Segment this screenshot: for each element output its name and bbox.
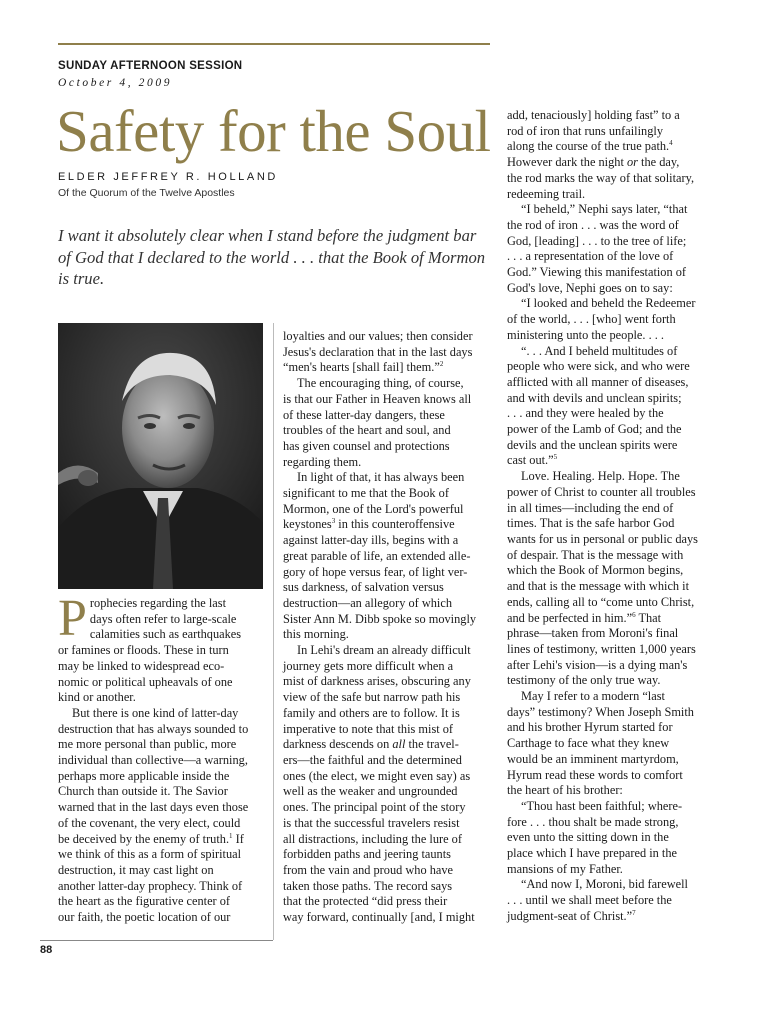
- text-line: against latter-day ills, begins with a: [283, 533, 459, 548]
- text-line: kind or another.: [58, 690, 136, 705]
- text-line: nomic or political upheavals of one: [58, 674, 233, 689]
- text-line: keystones: [283, 517, 332, 532]
- text-line: journey gets more difficult when a: [283, 658, 454, 673]
- text-line: Church than outside it. The Savior: [58, 784, 228, 799]
- text-line: along the course of the true path.: [507, 139, 670, 154]
- text-line: ends, calling all to “come unto Christ,: [507, 594, 695, 609]
- text-line: all distractions, including the lure of: [283, 831, 462, 846]
- text-line: forbidden paths and jeering taunts: [283, 847, 451, 862]
- footnote-ref[interactable]: 6: [632, 610, 636, 619]
- text-line: that the protected “did press their: [283, 894, 448, 909]
- text-line: regarding them.: [283, 454, 362, 469]
- text-line: the day,: [637, 155, 680, 170]
- footnote-ref[interactable]: 4: [669, 139, 673, 148]
- text-line: of these latter-day dangers, these: [283, 407, 445, 422]
- paragraph: [283, 329, 491, 376]
- text-line: from the vain and proud who have: [283, 862, 454, 877]
- text-line: In light of that, it has always been: [297, 470, 465, 485]
- column-3: [507, 108, 717, 925]
- paragraph: [58, 706, 268, 926]
- text-line: “Thou hast been faithful; where-: [521, 798, 683, 813]
- column-2: [283, 329, 491, 926]
- emphasis-text: all: [392, 737, 406, 752]
- paragraph: [283, 643, 491, 926]
- text-line: darkness descends on: [283, 737, 393, 752]
- text-line: taken those paths. The record says: [283, 878, 453, 893]
- paragraph: [58, 590, 268, 706]
- text-line: Love. Healing. Help. Hope. The: [521, 469, 680, 484]
- text-line: “men's hearts [shall fail] them.”: [283, 360, 440, 375]
- drop-cap: P: [58, 590, 87, 647]
- text-line: the travel-: [405, 737, 459, 752]
- text-line: destruction—an allegory of which: [283, 595, 452, 610]
- footnote-ref[interactable]: 1: [229, 831, 233, 840]
- text-line: “I beheld,” Nephi says later, “that: [521, 202, 688, 217]
- text-line: . . . until we shall meet before the: [507, 893, 672, 908]
- text-line: calamities such as earthquakes: [89, 627, 242, 642]
- text-line: well as the weaker and ungrounded: [283, 784, 458, 799]
- text-line: troubles of the heart and soul, and: [283, 423, 451, 438]
- text-line: The encouraging thing, of course,: [297, 376, 464, 391]
- footnote-ref[interactable]: 2: [439, 360, 444, 369]
- footnote-ref[interactable]: 5: [553, 453, 558, 462]
- text-line: the rod marks the way of that solitary,: [507, 170, 695, 185]
- text-line: power of Christ to counter all troubles: [507, 484, 696, 499]
- paragraph: [507, 689, 717, 799]
- text-line: ers—the faithful and the determined: [283, 752, 462, 767]
- text-line: God, [leading] . . . to the tree of life;: [507, 233, 687, 248]
- text-line: significant to me that the Book of: [283, 486, 449, 501]
- text-line: times. That is the safe harbor God: [507, 516, 675, 531]
- text-line: ones. The principal point of the story: [283, 800, 466, 815]
- text-line: the heart of his brother:: [507, 783, 623, 798]
- text-line: mansions of my Father.: [507, 861, 623, 876]
- text-line: ones (the elect, we might even say) as: [283, 768, 471, 783]
- paragraph: [283, 470, 491, 643]
- text-line: cast out.”: [507, 453, 554, 468]
- text-line: loyalties and our values; then consider: [283, 329, 473, 343]
- portrait-image: [58, 323, 263, 589]
- text-line: we think of this as a form of spiritual: [58, 847, 242, 862]
- text-line: great parable of life, an extended alle-: [283, 548, 471, 563]
- text-line: phrase—taken from Moroni's final: [507, 626, 679, 641]
- text-line: Sister Ann M. Dibb spoke so movingly: [283, 611, 477, 626]
- text-line: view of the safe but narrow path his: [283, 690, 461, 705]
- text-line: in this counteroffensive: [335, 517, 455, 532]
- text-line: which the Book of Mormon begins,: [507, 563, 684, 578]
- header-rule: [58, 43, 490, 45]
- text-line: God.” Viewing this manifestation of: [507, 265, 687, 280]
- text-line: is that our Father in Heaven knows all: [283, 391, 472, 406]
- text-line: of despair. That is the message with: [507, 547, 684, 562]
- paragraph: [507, 799, 717, 878]
- text-line: afflicted with all manner of diseases,: [507, 374, 689, 389]
- text-line: of the world, . . . [who] went forth: [507, 312, 676, 327]
- text-line: another latter-day prophecy. Think of: [58, 878, 243, 893]
- text-line: is that the successful travelers resist: [283, 815, 460, 830]
- text-line: the heart as the figurative center of: [58, 894, 231, 909]
- text-line: sus darkness, of salvation versus: [283, 580, 444, 595]
- text-line: fore . . . thou shalt be made strong,: [507, 814, 679, 829]
- text-line: “. . . And I beheld multitudes of: [521, 343, 678, 358]
- text-line: and that is the message with which it: [507, 579, 690, 594]
- text-line: Carthage to face what they knew: [507, 736, 670, 751]
- text-line: lines of testimony, written 1,000 years: [507, 641, 696, 656]
- text-line: ministering unto the people. . . .: [507, 327, 665, 342]
- text-line: has given counsel and protections: [283, 438, 450, 453]
- author-role: Of the Quorum of the Twelve Apostles: [58, 187, 235, 199]
- text-line: devils and the unclean spirits were: [507, 437, 678, 452]
- text-line: way forward, continually [and, I might: [283, 910, 475, 925]
- text-line: of the covenant, the very elect, could: [58, 815, 241, 830]
- text-line: warned that in the last days even those: [58, 800, 249, 815]
- text-line: the rod of iron . . . was the word of: [507, 217, 679, 232]
- paragraph: [283, 376, 491, 470]
- paragraph: [507, 877, 717, 924]
- text-line: power of the Lamb of God; and the: [507, 422, 682, 437]
- paragraph: [507, 344, 717, 470]
- text-line: redeeming trail.: [507, 186, 586, 201]
- text-line: days” testimony? When Joseph Smith: [507, 704, 694, 719]
- text-line: and his brother Hyrum started for: [507, 720, 673, 735]
- text-line: That: [635, 610, 662, 625]
- text-line: add, tenaciously] holding fast” to a: [507, 108, 680, 122]
- text-line: after Lehi's vision—is a dying man's: [507, 657, 688, 672]
- text-line: perhaps more applicable inside the: [58, 768, 230, 783]
- text-line: days often refer to large-scale: [89, 611, 237, 626]
- text-line: may be linked to widespread eco-: [58, 658, 225, 673]
- article-title: Safety for the Soul: [56, 98, 491, 164]
- text-line: our faith, the poetic location of our: [58, 910, 231, 925]
- session-date: October 4, 2009: [58, 77, 173, 89]
- emphasis-text: or: [626, 155, 638, 170]
- text-line: family and others are to follow. It is: [283, 705, 460, 720]
- footnote-ref[interactable]: 3: [331, 517, 336, 526]
- text-line: be deceived by the enemy of truth.: [58, 831, 230, 846]
- text-line: place which I have prepared in the: [507, 846, 677, 861]
- session-label: SUNDAY AFTERNOON SESSION: [58, 60, 243, 72]
- text-line: mist of darkness arises, obscuring any: [283, 674, 471, 689]
- text-line: me more personal than public, more: [58, 737, 237, 752]
- text-line: imperative to note that this mist of: [283, 721, 454, 736]
- text-line: even unto the sitting down in the: [507, 830, 669, 845]
- text-line: If: [232, 831, 244, 846]
- paragraph: [507, 296, 717, 343]
- footnote-ref[interactable]: 7: [632, 908, 636, 917]
- text-line: In Lehi's dream an already difficult: [297, 643, 471, 658]
- text-line: “I looked and beheld the Redeemer: [521, 296, 696, 311]
- column-divider: [273, 323, 274, 940]
- text-line: wants for us in personal or public days: [507, 531, 698, 546]
- text-line: Mormon, one of the Lord's powerful: [283, 501, 464, 516]
- text-line: Jesus's declaration that in the last days: [283, 344, 473, 359]
- column-1: [58, 590, 268, 926]
- text-line: . . . and they were healed by the: [507, 406, 664, 421]
- paragraph: [507, 108, 717, 202]
- author-photo: [58, 323, 263, 589]
- pull-quote: I want it absolutely clear when I stand before the judgment bar of God that I declared to the world . . . that the Book of Mormon is true.: [58, 226, 486, 288]
- text-line: rod of iron that runs unfailingly: [507, 123, 663, 138]
- text-line: However dark the night: [507, 155, 627, 170]
- text-line: “And now I, Moroni, bid farewell: [521, 877, 688, 892]
- text-line: and be perfected in him.”: [507, 610, 633, 625]
- text-line: rophecies regarding the last: [89, 596, 226, 610]
- paragraph: [507, 202, 717, 296]
- text-line: destruction that has always sounded to: [58, 721, 249, 736]
- text-line: this morning.: [283, 627, 349, 642]
- paragraph: [507, 469, 717, 689]
- footer-rule: [40, 940, 273, 941]
- text-line: But there is one kind of latter-day: [72, 705, 239, 720]
- text-line: judgment-seat of Christ.”: [507, 908, 633, 923]
- text-line: gory of hope versus fear, of light ver-: [283, 564, 468, 579]
- author-name: ELDER JEFFREY R. HOLLAND: [58, 171, 278, 183]
- text-line: May I refer to a modern “last: [521, 689, 665, 704]
- text-line: or famines or floods. These in turn: [58, 643, 229, 658]
- page-number: 88: [40, 944, 53, 956]
- text-line: individual than collective—a warning,: [58, 753, 248, 768]
- text-line: and with devils and unclean spirits;: [507, 390, 682, 405]
- text-line: would be an imminent martyrdom,: [507, 751, 679, 766]
- text-line: God's love, Nephi goes on to say:: [507, 280, 673, 295]
- text-line: people who were sick, and who were: [507, 359, 690, 374]
- text-line: destruction, it may cast light on: [58, 862, 214, 877]
- text-line: Hyrum read these words to comfort: [507, 767, 683, 782]
- text-line: testimony of the only true way.: [507, 673, 661, 688]
- text-line: . . . a representation of the love of: [507, 249, 674, 264]
- text-line: in all times—including the end of: [507, 500, 674, 515]
